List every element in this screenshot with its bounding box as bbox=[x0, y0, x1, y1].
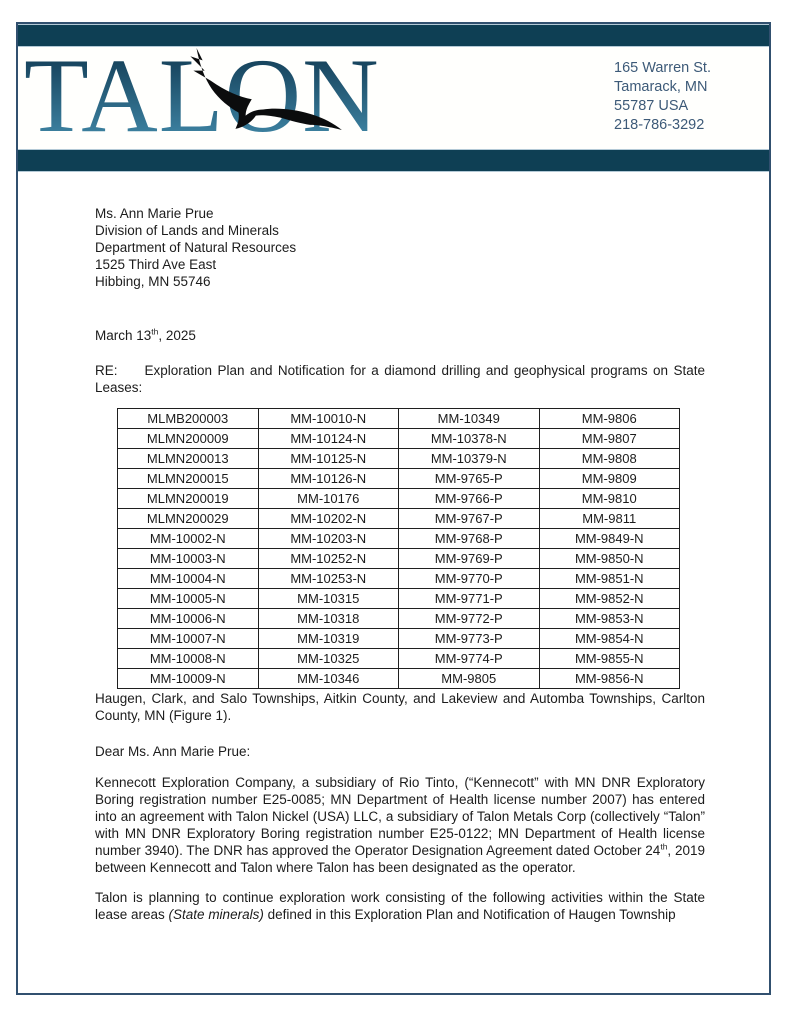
text-segment: March 13 bbox=[95, 328, 152, 343]
lease-cell: MM-9770-P bbox=[399, 569, 540, 589]
lease-table bbox=[117, 408, 680, 689]
lease-cell: MM-10319 bbox=[258, 629, 399, 649]
lease-cell: MM-9854-N bbox=[539, 629, 680, 649]
lease-cell: MM-10349 bbox=[399, 409, 540, 429]
lease-cell: MM-9811 bbox=[539, 509, 680, 529]
lease-cell: MM-9765-P bbox=[399, 469, 540, 489]
lease-cell: MM-10009-N bbox=[118, 669, 259, 689]
text-segment: defined in this Exploration Plan and Notification of Haugen Township bbox=[263, 907, 676, 922]
text-segment: (State minerals) bbox=[168, 907, 264, 922]
lease-cell: MM-10007-N bbox=[118, 629, 259, 649]
table-row bbox=[118, 669, 680, 689]
re-subject-line bbox=[95, 362, 705, 396]
lease-cell: MM-10004-N bbox=[118, 569, 259, 589]
lease-cell: MM-9856-N bbox=[539, 669, 680, 689]
lease-cell: MM-9852-N bbox=[539, 589, 680, 609]
lease-cell: MM-10005-N bbox=[118, 589, 259, 609]
table-row bbox=[118, 409, 680, 429]
lease-cell: MM-9853-N bbox=[539, 609, 680, 629]
recipient-name: Ms. Ann Marie Prue bbox=[95, 206, 214, 221]
table-row bbox=[118, 649, 680, 669]
lease-cell: MM-9855-N bbox=[539, 649, 680, 669]
text-segment: , 2025 bbox=[158, 328, 196, 343]
text-segment: Kennecott Exploration Company, a subsidiary of Rio Tinto, (“Kennecott” with MN DNR Exploratory Boring registration number E25-0085; MN Department of Health license number 2007) has entered into an agreement with Talon Nickel (USA) LLC, a subsidiary of Talon Metals Corp (collectively “Talon” with MN DNR Exploratory Boring registration number E25-0122; MN Department of Health license number 3940). The DNR has approved the Operator Designation Agreement dated October 24 bbox=[95, 775, 705, 858]
lease-cell: MM-9850-N bbox=[539, 549, 680, 569]
lease-cell: MM-10378-N bbox=[399, 429, 540, 449]
lease-cell: MM-9769-P bbox=[399, 549, 540, 569]
talon-logo bbox=[24, 37, 424, 154]
lease-cell: MM-9773-P bbox=[399, 629, 540, 649]
recipient-department: Department of Natural Resources bbox=[95, 240, 297, 255]
page-frame bbox=[16, 22, 771, 995]
lease-cell: MM-10124-N bbox=[258, 429, 399, 449]
table-row bbox=[118, 529, 680, 549]
table-row bbox=[118, 449, 680, 469]
lease-cell: MLMN200019 bbox=[118, 489, 259, 509]
lease-cell: MM-9807 bbox=[539, 429, 680, 449]
lease-cell: MM-9774-P bbox=[399, 649, 540, 669]
lease-cell: MM-10346 bbox=[258, 669, 399, 689]
text-segment: Talon is planning to continue exploration work consisting of the following activities within the State lease areas bbox=[95, 890, 705, 922]
recipient-city: Hibbing, MN 55746 bbox=[95, 274, 211, 289]
lease-cell: MM-10010-N bbox=[258, 409, 399, 429]
lease-cell: MM-10253-N bbox=[258, 569, 399, 589]
recipient-street: 1525 Third Ave East bbox=[95, 257, 217, 272]
lease-cell: MM-10325 bbox=[258, 649, 399, 669]
recipient-division: Division of Lands and Minerals bbox=[95, 223, 279, 238]
lease-cell: MM-10006-N bbox=[118, 609, 259, 629]
table-row bbox=[118, 489, 680, 509]
lease-cell: MM-9810 bbox=[539, 489, 680, 509]
table-row bbox=[118, 609, 680, 629]
lease-cell: MM-10008-N bbox=[118, 649, 259, 669]
eagle-icon bbox=[180, 46, 344, 132]
table-row bbox=[118, 549, 680, 569]
lease-cell: MLMN200013 bbox=[118, 449, 259, 469]
lease-cell: MM-9768-P bbox=[399, 529, 540, 549]
lease-cell: MM-10203-N bbox=[258, 529, 399, 549]
lease-cell: MLMB200003 bbox=[118, 409, 259, 429]
lease-cell: MM-10002-N bbox=[118, 529, 259, 549]
lease-cell: MM-10315 bbox=[258, 589, 399, 609]
text-segment: th bbox=[151, 326, 159, 337]
re-subject-text: Exploration Plan and Notification for a diamond drilling and geophysical programs on State Leases: bbox=[95, 363, 705, 395]
lease-cell: MM-9767-P bbox=[399, 509, 540, 529]
townships-paragraph: Haugen, Clark, and Salo Townships, Aitkin County, and Lakeview and Automba Townships, Carlton County, MN (Figure 1). bbox=[95, 691, 705, 723]
lease-cell: MM-10176 bbox=[258, 489, 399, 509]
lease-cell: MM-9808 bbox=[539, 449, 680, 469]
lease-cell: MM-10379-N bbox=[399, 449, 540, 469]
recipient-block bbox=[95, 205, 705, 290]
company-address-block bbox=[614, 59, 711, 135]
lease-cell: MM-10252-N bbox=[258, 549, 399, 569]
table-row bbox=[118, 429, 680, 449]
lease-cell: MM-10003-N bbox=[118, 549, 259, 569]
table-row bbox=[118, 589, 680, 609]
address-line: 55787 USA bbox=[614, 98, 689, 114]
lease-cell: MM-9809 bbox=[539, 469, 680, 489]
address-line: 165 Warren St. bbox=[614, 60, 711, 76]
lease-cell: MM-9771-P bbox=[399, 589, 540, 609]
address-line: Tamarack, MN bbox=[614, 79, 708, 95]
lease-cell: MM-9806 bbox=[539, 409, 680, 429]
lease-cell: MM-9805 bbox=[399, 669, 540, 689]
date-line bbox=[95, 327, 705, 344]
re-label: RE: bbox=[95, 363, 118, 378]
lease-cell: MM-10318 bbox=[258, 609, 399, 629]
lease-cell: MM-9772-P bbox=[399, 609, 540, 629]
table-row bbox=[118, 509, 680, 529]
text-segment: , 2019 between Kennecott and Talon where Talon has been designated as the operator. bbox=[95, 843, 705, 875]
table-row bbox=[118, 629, 680, 649]
table-row bbox=[118, 569, 680, 589]
lease-cell: MLMN200029 bbox=[118, 509, 259, 529]
text-segment: th bbox=[660, 841, 668, 852]
talon-plan-paragraph bbox=[95, 889, 705, 923]
kennecott-paragraph bbox=[95, 774, 705, 876]
lease-cell: MM-10126-N bbox=[258, 469, 399, 489]
salutation-line: Dear Ms. Ann Marie Prue: bbox=[95, 744, 251, 759]
lease-cell: MM-9849-N bbox=[539, 529, 680, 549]
talon-logo-text: TALON bbox=[24, 37, 380, 154]
letterhead bbox=[18, 37, 769, 154]
lease-table-body bbox=[118, 409, 680, 689]
letter-body bbox=[18, 172, 769, 923]
lease-cell: MLMN200015 bbox=[118, 469, 259, 489]
lease-cell: MLMN200009 bbox=[118, 429, 259, 449]
lease-cell: MM-10125-N bbox=[258, 449, 399, 469]
lease-cell: MM-9851-N bbox=[539, 569, 680, 589]
lease-cell: MM-10202-N bbox=[258, 509, 399, 529]
table-row bbox=[118, 469, 680, 489]
address-phone: 218-786-3292 bbox=[614, 117, 705, 133]
lease-cell: MM-9766-P bbox=[399, 489, 540, 509]
